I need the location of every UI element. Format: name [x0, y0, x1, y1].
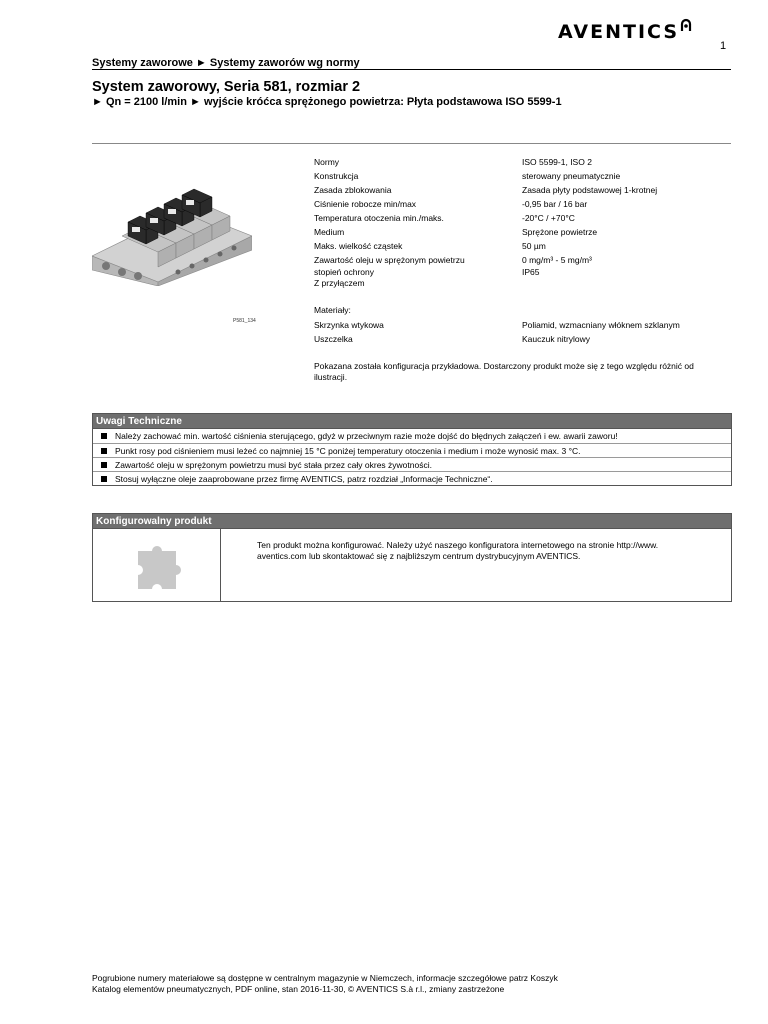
footer-line: Katalog elementów pneumatycznych, PDF online, stan 2016-11-30, © AVENTICS S.à r.l., zmiany zastrzeżone — [92, 984, 505, 994]
image-code: P581_134 — [233, 318, 256, 324]
configurable-text — [221, 529, 721, 602]
tech-note-text: Punkt rosy pod ciśnieniem musi leżeć co najmniej 15 °C poniżej temperatury otoczenia i medium i może wynosić max. 3 °C. — [115, 445, 581, 456]
bullet-icon — [101, 462, 107, 468]
tech-note-text: Stosuj wyłączne oleje zaaprobowane przez firmę AVENTICS, patrz rozdział „Informacje Techniczne“. — [115, 473, 493, 484]
footer-line: Pogrubione numery materiałowe są dostępne w centralnym magazynie w Niemczech, informacje szczegółowe patrz Koszyk — [92, 973, 558, 983]
tech-note-text: Zawartość oleju w sprężonym powietrzu musi być stała przez cały okres żywotności. — [115, 459, 432, 470]
material-label: Skrzynka wtykowa — [314, 320, 384, 330]
spec-label: Z przyłączem — [314, 278, 365, 288]
page-title: System zaworowy, Seria 581, rozmiar 2 — [92, 79, 361, 95]
brand-logo — [558, 20, 692, 44]
spec-value: sterowany pneumatycznie — [522, 171, 621, 181]
spec-label: Zawartość oleju w sprężonym powietrzu — [314, 255, 465, 265]
configurable-body — [93, 529, 731, 602]
spec-label: Zasada zblokowania — [314, 185, 392, 195]
spec-value: IP65 — [522, 267, 540, 277]
spec-row — [314, 155, 734, 169]
list-item — [93, 443, 731, 457]
spec-label: stopień ochrony — [314, 267, 375, 277]
spec-row — [314, 267, 734, 278]
bullet-icon — [101, 448, 107, 454]
material-row — [314, 318, 734, 332]
material-value: Poliamid, wzmacniany włóknem szklanym — [522, 320, 680, 330]
tech-note-text: Należy zachować min. wartość ciśnienia sterującego, gdyż w przeciwnym razie może dojść do błędnych załączeń i ew. awarii zaworu! — [115, 431, 618, 441]
spec-value: 0 mg/m³ - 5 mg/m³ — [522, 255, 592, 265]
spec-row — [314, 225, 734, 239]
brand-name: AVENTICS — [558, 21, 680, 43]
material-value: Kauczuk nitrylowy — [522, 334, 591, 344]
spec-row — [314, 278, 734, 289]
spec-label: Konstrukcja — [314, 171, 359, 181]
spec-table — [314, 155, 734, 289]
spec-row — [314, 211, 734, 225]
bullet-icon — [101, 433, 107, 439]
page-subtitle: ► Qn = 2100 l/min ► wyjście króćca sprężonego powietrza: Płyta podstawowa ISO 5599-1 — [92, 96, 562, 108]
configurable-text-line: aventics.com lub skontaktować się z najbliższym centrum dystrybucyjnym AVENTICS. — [257, 551, 581, 561]
spec-label: Medium — [314, 227, 345, 237]
spec-row — [314, 183, 734, 197]
spec-label: Ciśnienie robocze min/max — [314, 199, 417, 209]
content-divider — [92, 143, 731, 144]
list-item — [93, 471, 731, 485]
configurable-title: Konfigurowalny produkt — [93, 514, 731, 529]
tech-notes-title: Uwagi Techniczne — [93, 414, 731, 429]
footer — [92, 973, 558, 995]
header-divider — [92, 69, 731, 70]
materials-heading: Materiały: — [314, 305, 351, 315]
tech-notes-section — [92, 413, 732, 486]
spec-label: Maks. wielkość cząstek — [314, 241, 403, 251]
list-item — [93, 457, 731, 471]
spec-row — [314, 197, 734, 211]
material-label: Uszczelka — [314, 334, 353, 344]
configurable-text-line: Ten produkt można konfigurować. Należy użyć naszego konfiguratora internetowego na stronie http://www. — [257, 540, 659, 550]
illustration-note: Pokazana została konfiguracja przykładowa. Dostarczony produkt może się z tego względu różnić od ilustracji. — [314, 361, 694, 382]
material-row — [314, 332, 734, 346]
spec-value: Sprężone powietrze — [522, 227, 598, 237]
configurable-section — [92, 513, 732, 602]
spec-value: -20°C / +70°C — [522, 213, 575, 223]
materials-table — [314, 318, 734, 346]
spec-value: ISO 5599-1, ISO 2 — [522, 157, 592, 167]
configurable-icon-cell — [93, 529, 221, 602]
product-image — [92, 180, 252, 286]
spec-value: Zasada płyty podstawowej 1-krotnej — [522, 185, 658, 195]
spec-row — [314, 253, 734, 267]
breadcrumb: Systemy zaworowe ► Systemy zaworów wg normy — [92, 57, 360, 69]
page-number: 1 — [720, 40, 727, 52]
bullet-icon — [101, 476, 107, 482]
spec-label: Normy — [314, 157, 340, 167]
puzzle-icon — [128, 537, 186, 595]
tech-notes-list — [93, 429, 731, 485]
spec-value — [522, 278, 734, 289]
spec-value: 50 µm — [522, 241, 546, 251]
spec-row — [314, 169, 734, 183]
list-item — [93, 429, 731, 443]
spec-row — [314, 239, 734, 253]
spec-label: Temperatura otoczenia min./maks. — [314, 213, 444, 223]
spec-value: -0,95 bar / 16 bar — [522, 199, 588, 209]
brand-mark-icon — [680, 18, 692, 32]
